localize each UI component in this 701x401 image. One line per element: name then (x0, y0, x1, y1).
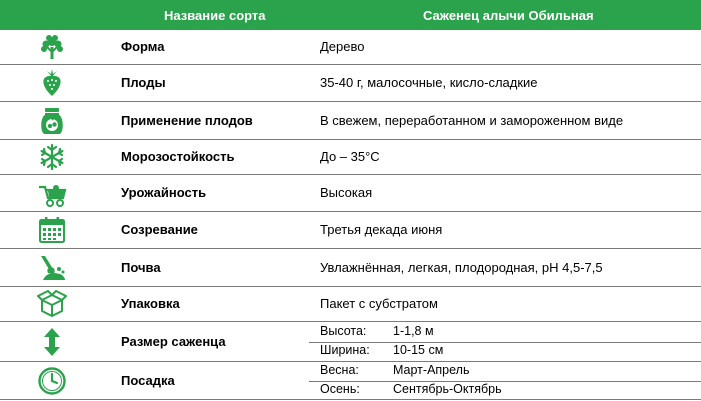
tree-icon (26, 30, 78, 64)
sub-divider (309, 342, 701, 343)
arrow-up-down-icon (26, 322, 78, 361)
row-label: Плоды (121, 75, 166, 90)
sub-key: Ширина: (320, 343, 370, 357)
sub-value: Март-Апрель (393, 363, 470, 377)
table-row (0, 249, 701, 287)
row-label: Упаковка (121, 296, 180, 311)
row-value: Дерево (320, 39, 365, 54)
row-label: Посадка (121, 373, 175, 388)
row-value: Увлажнённая, легкая, плодородная, рН 4,5-7,5 (320, 260, 603, 275)
row-value: До – 35°С (320, 149, 380, 164)
header-variety: Саженец алычи Обильная (423, 8, 594, 23)
table-row (0, 287, 701, 322)
sub-divider (309, 381, 701, 382)
sub-key: Весна: (320, 363, 359, 377)
row-value: Третья декада июня (320, 222, 443, 237)
wheelbarrow-icon (26, 175, 78, 211)
table-row (0, 65, 701, 102)
table-row (0, 322, 701, 362)
row-label: Урожайность (121, 185, 207, 200)
table-row (0, 102, 701, 140)
sub-value: Сентябрь-Октябрь (393, 382, 502, 396)
box-icon (26, 287, 78, 321)
table-row (0, 175, 701, 212)
row-value: Пакет с субстратом (320, 296, 438, 311)
header-name: Название сорта (164, 8, 266, 23)
row-value: Высокая (320, 185, 373, 200)
sub-value: 1-1,8 м (393, 324, 434, 338)
shovel-icon (26, 249, 78, 286)
row-label: Морозостойкость (121, 149, 235, 164)
row-label: Форма (121, 39, 165, 54)
row-label: Размер саженца (121, 334, 226, 349)
table-header (0, 0, 701, 30)
jam-jar-icon (26, 102, 78, 139)
row-label: Созревание (121, 222, 198, 237)
table-row (0, 212, 701, 249)
calendar-icon (26, 212, 78, 248)
row-value: 35-40 г, малосочные, кисло-сладкие (320, 75, 538, 90)
table-row (0, 140, 701, 175)
row-label: Применение плодов (121, 113, 253, 128)
table-row (0, 362, 701, 400)
sub-key: Осень: (320, 382, 360, 396)
sub-value: 10-15 см (393, 343, 444, 357)
strawberry-icon (26, 65, 78, 101)
table-row (0, 30, 701, 65)
row-label: Почва (121, 260, 161, 275)
sub-key: Высота: (320, 324, 367, 338)
snowflake-icon (26, 140, 78, 174)
clock-icon (26, 362, 78, 399)
row-value: В свежем, переработанном и замороженном виде (320, 113, 624, 128)
